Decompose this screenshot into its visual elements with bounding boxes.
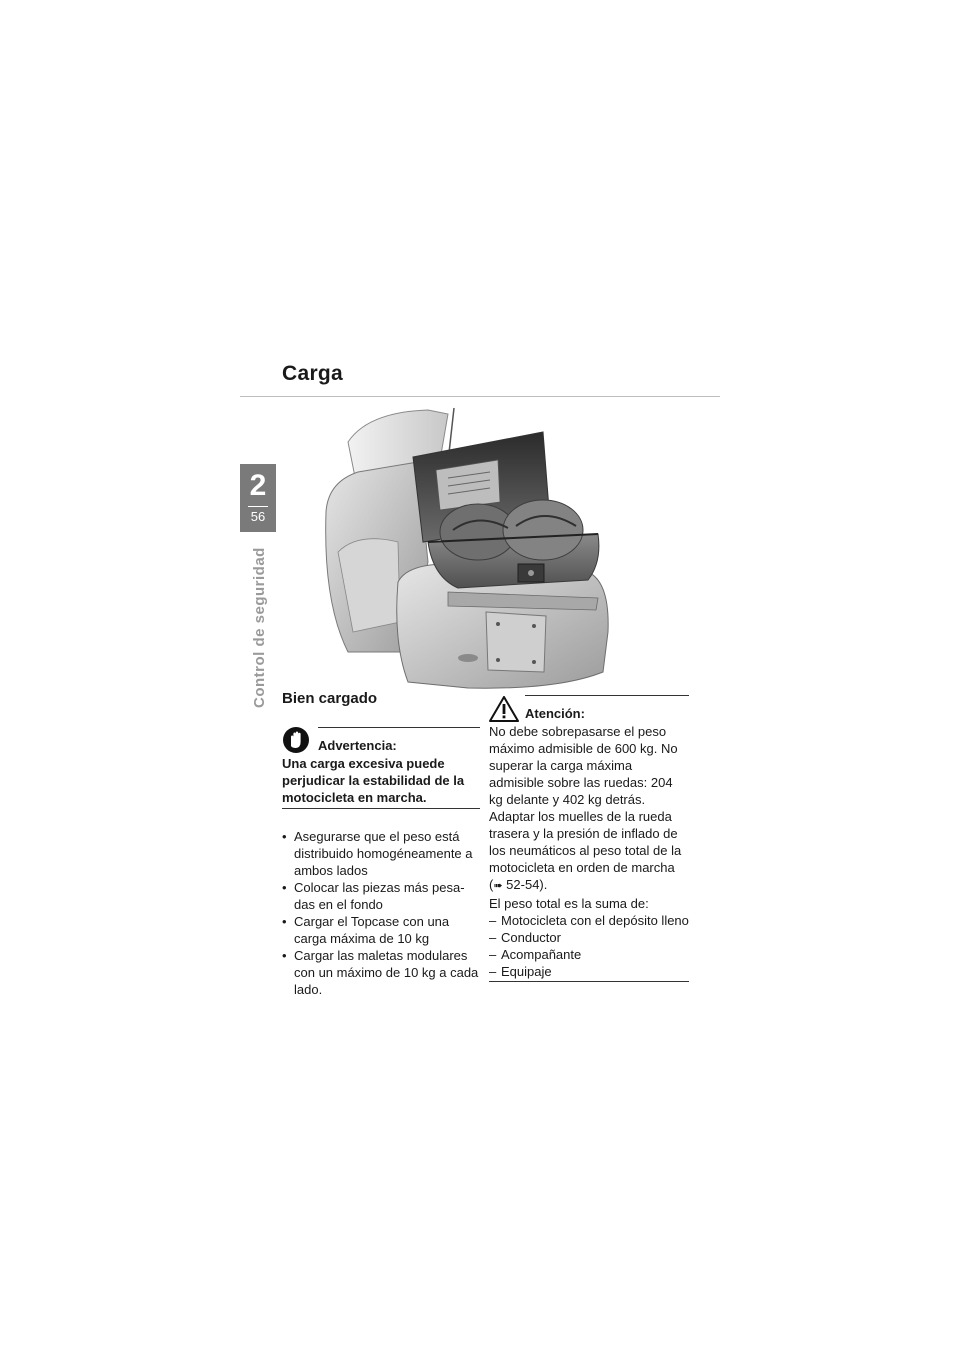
- list-item: – Conductor: [489, 929, 689, 946]
- list-item: • Colocar las piezas más pesa-das en el fondo: [282, 879, 480, 913]
- attention-text: [489, 723, 689, 895]
- attention-notice: [489, 697, 689, 982]
- attention-bottom-rule: [489, 981, 689, 982]
- side-section-label: Control de seguridad: [251, 547, 268, 708]
- chapter-number: 2: [249, 469, 267, 502]
- list-item: • Asegurarse que el peso está distribuido homogéneamente a ambos lados: [282, 828, 480, 879]
- section-heading: Bien cargado: [282, 690, 378, 707]
- weight-sum-intro: El peso total es la suma de:: [489, 896, 649, 911]
- warning-bottom-rule: [282, 808, 480, 809]
- list-item: – Acompañante: [489, 946, 689, 963]
- attention-top-rule: [525, 695, 689, 696]
- warning-top-rule: [318, 727, 480, 728]
- loading-instructions-list: [282, 828, 480, 998]
- motorcycle-topcase-photo: [318, 402, 614, 692]
- warning-notice: [282, 728, 480, 809]
- warning-text: Una carga excesiva puede perjudicar la estabilidad de la motocicleta en marcha.: [282, 756, 465, 805]
- stop-hand-icon: [282, 726, 310, 754]
- warning-triangle-icon: [489, 696, 519, 722]
- attention-header: [489, 695, 689, 722]
- weight-components-list: [489, 912, 689, 980]
- page-reference-arrow-icon: ➠: [493, 880, 503, 892]
- list-item: • Cargar las maletas modulares con un máximo de 10 kg a cada lado.: [282, 947, 480, 998]
- chapter-tab: [240, 464, 276, 532]
- list-item: – Equipaje: [489, 963, 689, 980]
- page-reference: 52-54).: [502, 877, 548, 892]
- title-rule: [240, 396, 720, 397]
- attention-text-body: No debe sobrepasarse el peso máximo admisible de 600 kg. No superar la carga máxima admisible sobre las ruedas: 204 kg delante y 402 kg detrás. Adaptar los muelles de la rueda trasera y la presión de inflado de los neumáticos al peso total de la motocicleta en orden de marcha (: [489, 724, 682, 892]
- attention-label: Atención:: [525, 706, 585, 721]
- page-title: Carga: [282, 362, 344, 385]
- warning-header: [282, 726, 480, 754]
- warning-label: Advertencia:: [318, 738, 397, 753]
- list-item: • Cargar el Topcase con una carga máxima de 10 kg: [282, 913, 480, 947]
- list-item: – Motocicleta con el depósito lleno: [489, 912, 689, 929]
- page-number: 56: [250, 509, 266, 524]
